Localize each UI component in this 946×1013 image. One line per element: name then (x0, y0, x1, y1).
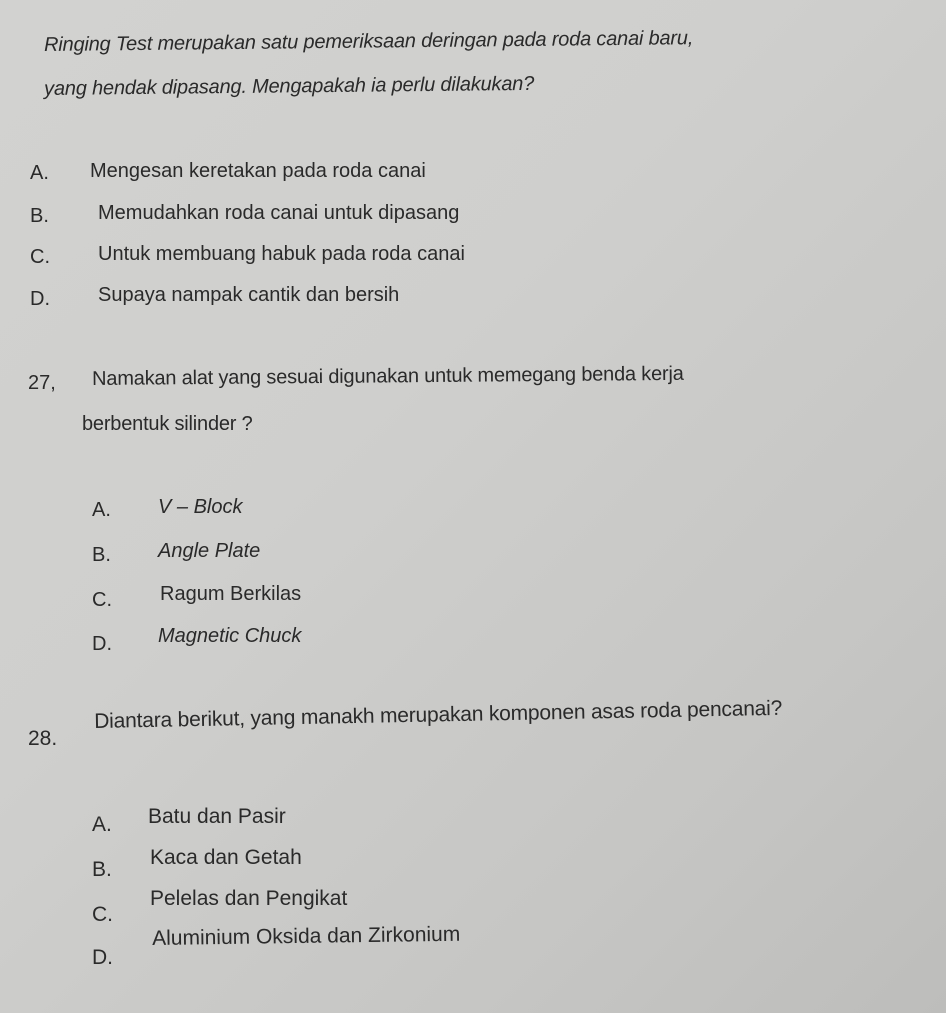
q27-option-c-text: Ragum Berkilas (160, 583, 302, 605)
q27-option-a-letter: A. (92, 499, 111, 521)
q26-option-b-letter: B. (30, 205, 49, 227)
q26-option-d-letter: D. (30, 288, 50, 310)
q27-option-b-text: Angle Plate (158, 540, 261, 562)
q28-number: 28. (28, 727, 58, 750)
q28-option-d-text: Aluminium Oksida dan Zirkonium (152, 922, 461, 950)
q27-number: 27, (28, 372, 56, 394)
q26-stem-line-1-rest: merupakan satu pemeriksaan deringan pada roda canai baru, (157, 27, 694, 55)
q28-stem-line-1: Diantara berikut, yang manakh merupakan komponen asas roda pencanai? (94, 696, 783, 733)
q26-option-a-letter: A. (30, 162, 49, 184)
q27-option-d-text: Magnetic Chuck (158, 625, 302, 647)
q26-option-b-text: Memudahkan roda canai untuk dipasang (98, 202, 460, 224)
q27-option-b-letter: B. (92, 544, 111, 566)
q27-option-c-letter: C. (92, 589, 112, 611)
q28-option-a-text: Batu dan Pasir (148, 805, 286, 828)
q26-option-a-text: Mengesan keretakan pada roda canai (90, 160, 426, 182)
q28-option-d-letter: D. (92, 946, 113, 969)
q26-stem-line-2: yang hendak dipasang. Mengapakah ia perlu dilakukan? (44, 72, 535, 100)
q26-term: Ringing Test (44, 32, 153, 56)
q26-stem-line-1 (44, 27, 693, 57)
q27-option-a-text: V – Block (158, 496, 243, 518)
q26-option-c-text: Untuk membuang habuk pada roda canai (98, 243, 465, 265)
q26-option-d-text: Supaya nampak cantik dan bersih (98, 284, 400, 306)
q28-option-a-letter: A. (92, 813, 112, 836)
q28-option-c-letter: C. (92, 903, 113, 926)
q27-stem-line-1: Namakan alat yang sesuai digunakan untuk memegang benda kerja (92, 362, 684, 390)
q28-option-c-text: Pelelas dan Pengikat (150, 887, 348, 910)
q28-option-b-text: Kaca dan Getah (150, 846, 302, 869)
q26-option-c-letter: C. (30, 246, 50, 268)
q28-option-b-letter: B. (92, 858, 112, 881)
q27-stem-line-2: berbentuk silinder ? (82, 413, 253, 435)
q27-option-d-letter: D. (92, 633, 112, 655)
